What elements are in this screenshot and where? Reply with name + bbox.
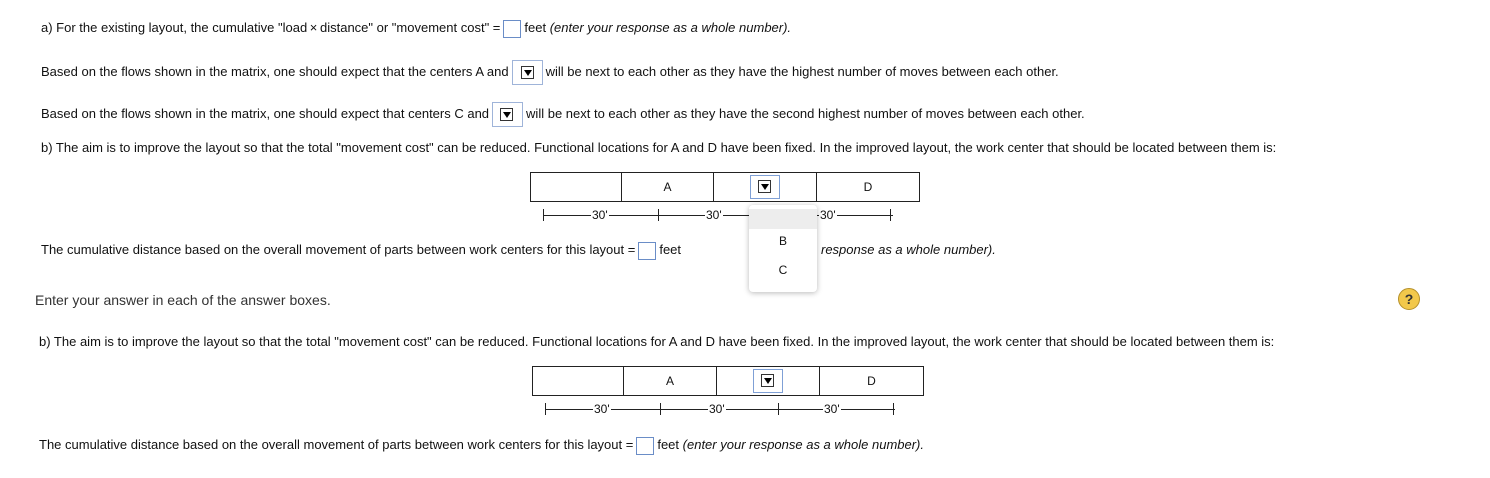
cumulative-distance-line-top	[41, 241, 681, 260]
whole-number-note: (enter your response as a whole number).	[682, 437, 925, 452]
dimension-label: 30'	[706, 208, 722, 222]
layout-cell-d: D	[867, 374, 876, 388]
centers-a-line	[41, 60, 1059, 85]
dropdown-arrow-icon	[761, 374, 774, 387]
dropdown-menu	[749, 205, 817, 292]
layout-diagram-bottom	[532, 366, 924, 396]
question-a-text: a) For the existing layout, the cumulative "load × distance" or "movement cost" =	[41, 20, 501, 35]
layout-cell-a: A	[624, 367, 717, 395]
dimension-label: 30'	[820, 208, 836, 222]
dimension-label: 30'	[824, 402, 840, 416]
dimension-line-top	[543, 208, 893, 222]
dropdown-arrow-icon	[521, 66, 534, 79]
dropdown-option-c[interactable]: C	[778, 263, 788, 277]
centers-c-line	[41, 102, 1085, 127]
feet-unit-label: feet	[657, 437, 680, 452]
whole-number-note: (enter your response as a whole number).	[549, 20, 792, 35]
layout-cell-1	[531, 173, 622, 201]
layout-cell-1	[533, 367, 624, 395]
dropdown-arrow-icon	[500, 108, 513, 121]
feet-unit-label: feet	[524, 20, 547, 35]
centers-a-post-text: will be next to each other as they have the highest number of moves between each other.	[545, 63, 1059, 79]
dimension-label: 30'	[592, 208, 608, 222]
movement-cost-input[interactable]	[503, 20, 521, 38]
cumulative-text: The cumulative distance based on the overall movement of parts between work centers for this layout =	[39, 437, 634, 452]
dropdown-option-b[interactable]: B	[778, 234, 787, 248]
cumulative-text: The cumulative distance based on the overall movement of parts between work centers for this layout =	[41, 242, 636, 257]
middle-center-dropdown[interactable]	[753, 369, 783, 393]
cumulative-distance-input[interactable]	[638, 242, 656, 260]
centers-a-text: Based on the flows shown in the matrix, one should expect that the centers A and	[41, 63, 509, 79]
instructions-text: Enter your answer in each of the answer boxes.	[35, 292, 331, 308]
layout-cell-middle	[714, 173, 817, 201]
question-b-intro-bottom: b) The aim is to improve the layout so that the total "movement cost" can be reduced. Functional locations for A and D have been fixed. In the improved layout, the work center that should be located between them is:	[39, 334, 1275, 349]
dropdown-arrow-icon	[758, 180, 771, 193]
cumulative-distance-line-bottom	[39, 436, 924, 455]
centers-c-text: Based on the flows shown in the matrix, one should expect that centers C and	[41, 105, 490, 121]
dimension-label: 30'	[594, 402, 610, 416]
dropdown-blank-option[interactable]	[749, 209, 817, 229]
layout-cell-a: A	[622, 173, 714, 201]
feet-unit-label: feet	[659, 242, 682, 257]
middle-center-dropdown[interactable]	[750, 175, 780, 199]
layout-cell-middle	[717, 367, 820, 395]
question-b-intro: b) The aim is to improve the layout so that the total "movement cost" can be reduced. Functional locations for A and D have been fixed. In the improved layout, the work center that should be located between them is:	[41, 140, 1277, 155]
cumulative-distance-input[interactable]	[636, 437, 654, 455]
dimension-line-bottom	[545, 402, 895, 416]
center-a-partner-dropdown[interactable]	[512, 60, 543, 85]
layout-diagram-top	[530, 172, 920, 202]
layout-cell-d: D	[863, 180, 873, 194]
whole-number-note-partial: response as a whole number).	[821, 242, 996, 257]
center-c-partner-dropdown[interactable]	[492, 102, 523, 127]
centers-c-post-text: will be next to each other as they have the second highest number of moves between each other.	[526, 105, 1085, 121]
dimension-label: 30'	[709, 402, 725, 416]
help-icon[interactable]: ?	[1398, 288, 1420, 310]
question-a-line	[41, 19, 791, 38]
